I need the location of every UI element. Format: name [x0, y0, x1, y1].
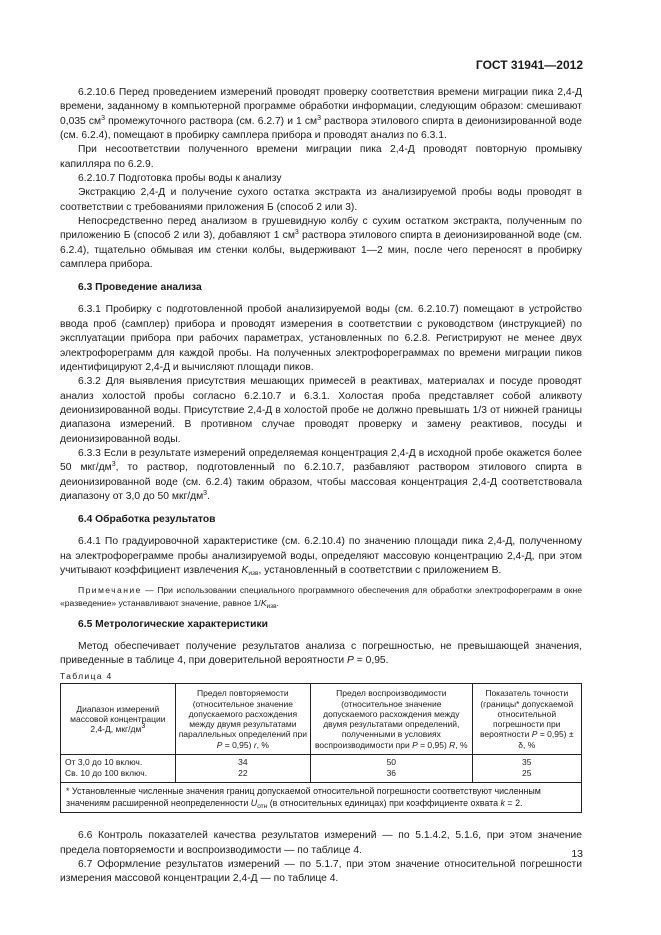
header-reproducibility: Предел воспроизводимости (относительное значение допускаемого расхождения между двумя результатами определений, полученными в условиях воспроизводимости при P = 0,95) R, %	[311, 684, 473, 755]
table-caption: Таблица 4	[60, 670, 113, 681]
para-6-3-3: 6.3.3 Если в результате измерений определяемая концентрация 2,4-Д в исходной пробе окажется более 50 мкг/$дм^3$, то раствор, подготовленный по 6.2.10.7, разбавляют раствором этилового спирта в деионизированной воде (см. 6.2.4) таким образом, чтобы массовая концентрация 2,4-Д соответствовала диапазону от 3,0 до 50 мкг/$дм^3$.	[60, 447, 582, 502]
table-row	[61, 755, 582, 769]
header-range: Диапазон измерений массовой концентрации 2,4-Д, мкг/$дм^3$	[61, 684, 176, 755]
table-footnote: * Установленные численные значения границ допускаемой относительной погрешности соответствуют численным значениям расширенной неопределенности $U_{отн}$ (в относительных единицах) при коэффициенте охвата k = 2.	[61, 783, 582, 813]
section-heading-6-3: 6.3 Проведение анализа	[78, 282, 202, 294]
cell-r: 22	[175, 768, 310, 783]
para-6-6: 6.6 Контроль показателей качества результатов измерений — по 5.1.4.2, 5.1.6, при этом значение предела повторяемости и воспроизводимости — по таблице 4.	[60, 830, 582, 856]
table-4	[60, 683, 582, 813]
para-6-2-10-7: 6.2.10.7 Подготовка пробы воды к анализу	[78, 173, 282, 185]
para-6-2-10-6: 6.2.10.6 Перед проведением измерений проводят проверку соответствия времени миграции пика 2,4-Д времени, заданному в компьютерной программе обработки информации, следующим образом: смешивают 0,035 $см^3$ промежуточного раствора (см. 6.2.7) и 1 $см^3$ раствора этилового спирта в деионизированной воде (см. 6.2.4), помещают в пробирку самплера прибора и проводят анализ по 6.3.1.	[60, 87, 582, 142]
cell-delta: 35	[472, 755, 581, 769]
document-header: ГОСТ 31941—2012	[475, 58, 583, 72]
cell-delta: 25	[472, 768, 581, 783]
header-accuracy: Показатель точности (границы* допускаемой относительной погрешности при вероятности P = 0,95) ± δ, %	[472, 684, 581, 755]
para-before-analysis: Непосредственно перед анализом в грушевидную колбу с сухим остатком экстракта, полученным по приложению Б (способ 2 или 3), добавляют 1 $см^3$ раствора этилового спирта в деионизированной воде (см. 6.2.4), тщательно обмывая им стенки колбы, выдерживают 1—2 мин, после чего переносят в пробирку самплера прибора.	[60, 216, 583, 271]
para-6-4-1: 6.4.1 По градуировочной характеристике (см. 6.2.10.4) по значению площади пика 2,4-Д, полученному на электрофореграмме пробы анализируемой воды, определяют массовую концентрацию 2,4-Д, при этом учитывают коэффициент извлечения $K_{изв}$, установленный в соответствии с приложением В.	[60, 536, 582, 577]
note: Примечание — При использовании специального программного обеспечения для обработки электрофореграмм в окне «разведение» устанавливают значение, равное $1/K_{изв}$.	[60, 585, 582, 610]
para-mismatch: При несоответствии полученного времени миграции пика 2,4-Д проводят повторную промывку капилляра по 6.2.9.	[60, 144, 582, 170]
page-number: 13	[571, 848, 583, 860]
table-footnote-row	[61, 783, 582, 813]
cell-range: От 3,0 до 10 включ.	[61, 755, 176, 769]
cell-R: 50	[311, 755, 473, 769]
para-extraction: Экстракцию 2,4-Д и получение сухого остатка экстракта из анализируемой пробы воды проводят в соответствии с требованиями приложения Б (способ 2 или 3).	[60, 187, 582, 213]
para-6-3-1: 6.3.1 Пробирку с подготовленной пробой анализируемой воды (см. 6.2.10.7) помещают в устройство ввода проб (самплер) прибора и проводят измерения в соответствии с руководством (инструкцией) по эксплуатации прибора при рабочих параметрах, установленных по 6.2.8. Регистрируют не менее двух электрофореграмм для каждой пробы. На полученных электрофореграммах по времени миграции пиков идентифицируют 2,4-Д и вычисляют площади пиков.	[60, 304, 582, 373]
table-row	[61, 768, 582, 783]
cell-R: 36	[311, 768, 473, 783]
cell-range: Св. 10 до 100 включ.	[61, 768, 176, 783]
para-6-5: Метод обеспечивает получение результатов анализа с погрешностью, не превышающей значения, приведенные в таблице 4, при доверительной вероятности P = 0,95.	[60, 641, 582, 667]
section-heading-6-5: 6.5 Метрологические характеристики	[78, 619, 268, 631]
cell-r: 34	[175, 755, 310, 769]
para-6-7: 6.7 Оформление результатов измерений — по 5.1.7, при этом значение относительной погрешности измерения массовой концентрации 2,4-Д — по таблице 4.	[60, 859, 582, 885]
page-content	[60, 86, 582, 887]
para-6-3-2: 6.3.2 Для выявления присутствия мешающих примесей в реактивах, материалах и посуде проводят анализ холостой пробы согласно 6.2.10.7 и 6.3.1. Холостая проба представляет собой аликвоту деионизированной воды. Присутствие 2,4-Д в холостой пробе не должно превышать 1/3 от нижней границы диапазона измерений. В противном случае проводят проверку и замену реактивов, посуды и деионизированной воды.	[60, 376, 582, 445]
table-header-row	[61, 684, 582, 755]
header-repeatability: Предел повторяемости (относительное значение допускаемого расхождения между двумя результатами параллельных определений при P = 0,95) r, %	[175, 684, 310, 755]
section-heading-6-4: 6.4 Обработка результатов	[78, 514, 216, 526]
